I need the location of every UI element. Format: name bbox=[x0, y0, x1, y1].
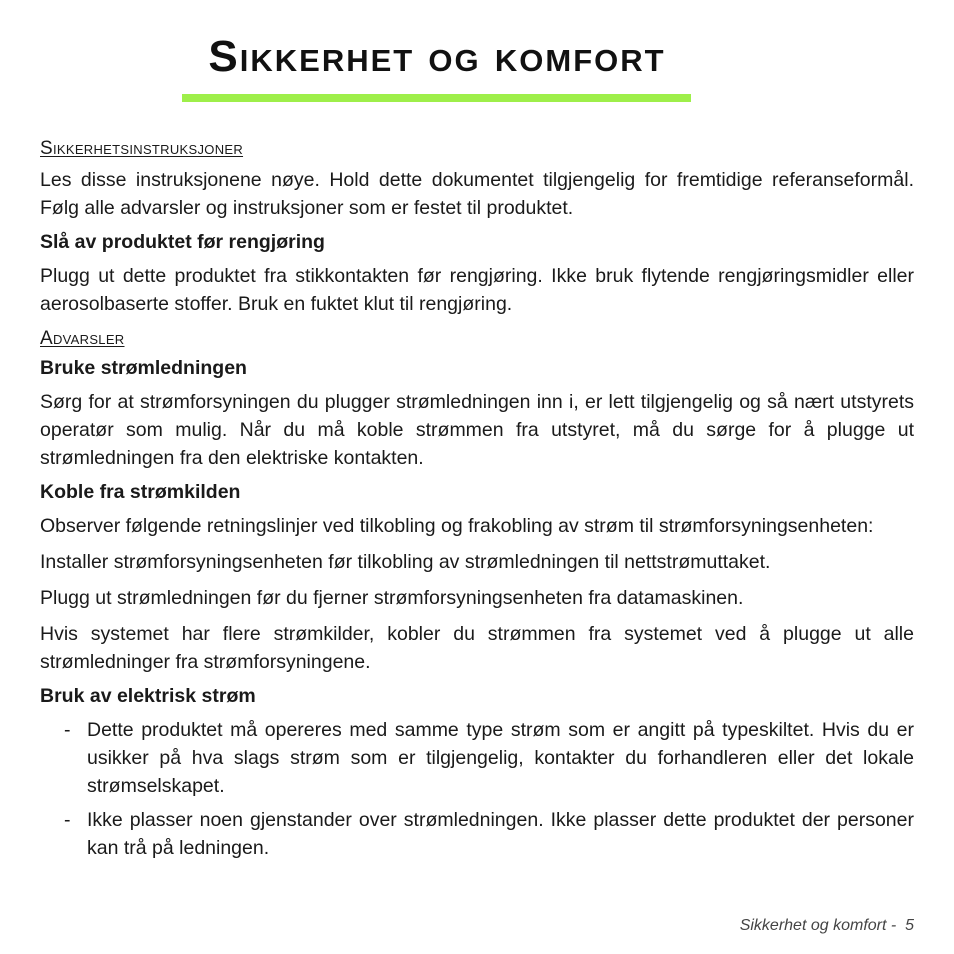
paragraph: Plugg ut strømledningen før du fjerner strømforsyningsenheten fra datamaskinen. bbox=[40, 587, 744, 609]
paragraph: Sørg for at strømforsyningen du plugger strømledningen inn i, er lett tilgjengelig og så nært utstyrets operatør som mulig. Når du må koble strømmen fra utstyret, må du sørge for å plugge ut strømledningen fra den elektriske kontakten. bbox=[40, 391, 914, 469]
paragraph: Les disse instruksjonene nøye. Hold dette dokumentet tilgjengelig for fremtidige referanseformål. Følg alle advarsler og instruksjoner som er festet til produktet. bbox=[40, 169, 914, 219]
paragraph: Observer følgende retningslinjer ved tilkobling og frakobling av strøm til strømforsyningsenheten: bbox=[40, 515, 874, 537]
subheading-cleaning: Slå av produktet før rengjøring bbox=[40, 231, 325, 253]
list-item-text: Dette produktet må opereres med samme type strøm som er angitt på typeskiltet. Hvis du er usikker på hva slags strøm som er tilgjengelig, kontakter du forhandleren eller det lokale strømselskapet. bbox=[87, 719, 914, 797]
subheading-disconnect-power: Koble fra strømkilden bbox=[40, 481, 241, 503]
list-item bbox=[40, 716, 914, 800]
paragraph: Hvis systemet har flere strømkilder, kobler du strømmen fra systemet ved å plugge ut alle strømledninger fra strømforsyningene. bbox=[40, 623, 914, 673]
subheading-electrical-power: Bruk av elektrisk strøm bbox=[40, 685, 256, 707]
list-dash-marker: - bbox=[64, 809, 71, 831]
section-heading-safety-instructions: Sikkerhetsinstruksjoner bbox=[40, 138, 244, 159]
paragraph: Plugg ut dette produktet fra stikkontakten før rengjøring. Ikke bruk flytende rengjøringsmidler eller aerosolbaserte stoffer. Bruk en fuktet klut til rengjøring. bbox=[40, 265, 914, 315]
list-dash-marker: - bbox=[64, 719, 71, 741]
page-footer: Sikkerhet og komfort - 5 bbox=[739, 917, 914, 934]
document-content bbox=[40, 138, 914, 868]
paragraph: Installer strømforsyningsenheten før tilkobling av strømledningen til nettstrømuttaket. bbox=[40, 551, 771, 573]
subheading-power-cord: Bruke strømledningen bbox=[40, 357, 247, 379]
section-heading-warnings: Advarsler bbox=[40, 328, 125, 349]
page-title: Sikkerhet og komfort bbox=[208, 32, 666, 81]
list-item bbox=[40, 806, 914, 862]
list-item-text: Ikke plasser noen gjenstander over strømledningen. Ikke plasser dette produktet der personer kan trå på ledningen. bbox=[87, 809, 914, 859]
title-accent-bar bbox=[182, 94, 691, 102]
bullet-list bbox=[40, 716, 914, 862]
